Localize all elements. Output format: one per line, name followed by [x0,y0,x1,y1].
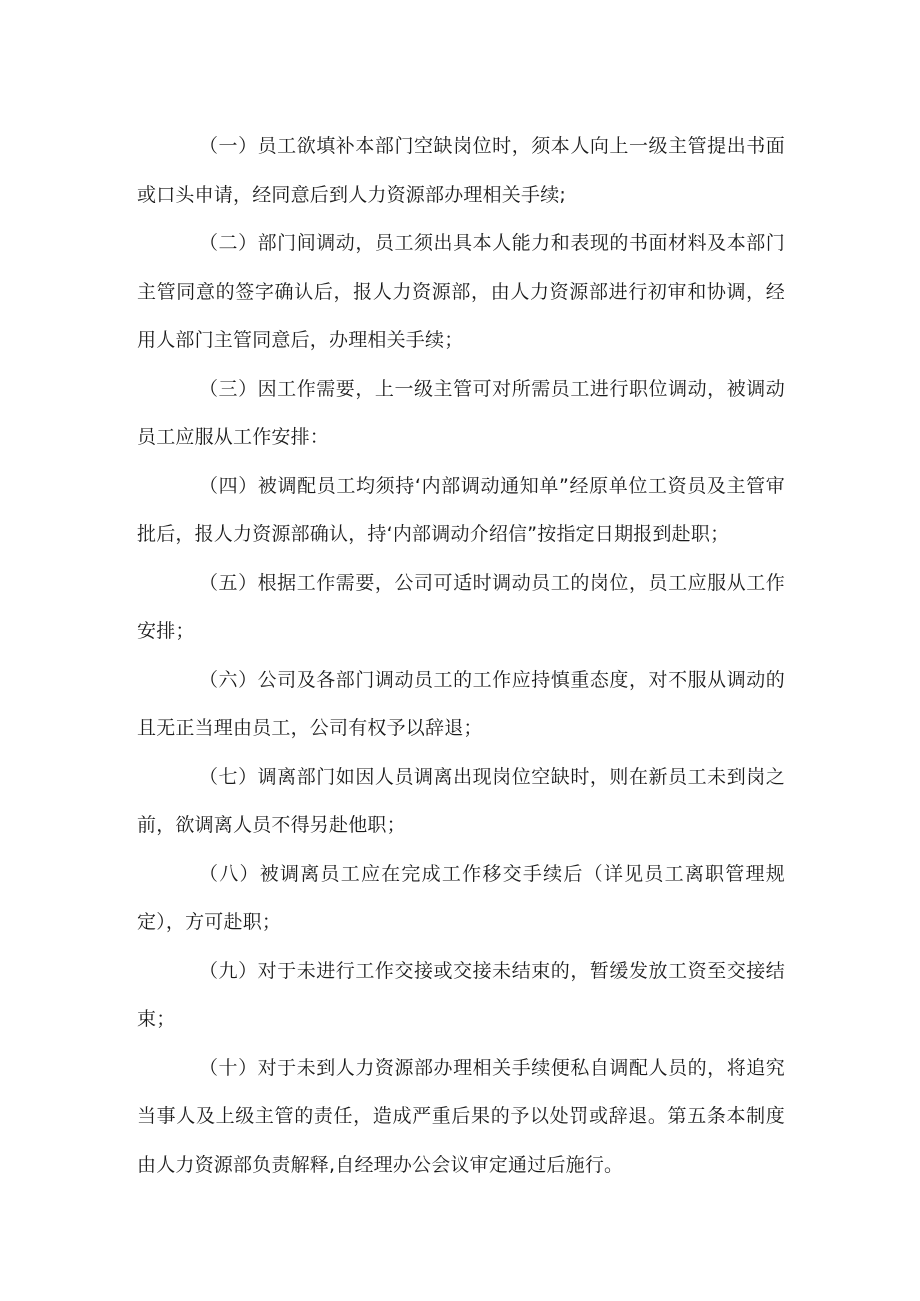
clause-9: （九）对于未进行工作交接或交接未结束的，暂缓发放工资至交接结束； [137,959,785,1030]
clause-2: （二）部门间调动，员工须出具本人能力和表现的书面材料及本部门主管同意的签字确认后，报人力资源部，由人力资源部进行初审和协调，经用人部门主管同意后，办理相关手续； [137,232,785,351]
clause-10: （十）对于未到人力资源部办理相关手续便私自调配人员的，将追究当事人及上级主管的责任，造成严重后果的予以处罚或辞退。第五条本制度由人力资源部负责解释,自经理办公会议审定通过后施行。 [137,1056,785,1176]
clause-3: （三）因工作需要，上一级主管可对所需员工进行职位调动，被调动员工应服从工作安排： [137,377,785,448]
clause-6: （六）公司及各部门调动员工的工作应持慎重态度，对不服从调动的且无正当理由员工，公司有权予以辞退； [137,668,785,739]
clause-5: （五）根据工作需要，公司可适时调动员工的岗位，员工应服从工作安排； [137,571,785,642]
clause-7: （七）调离部门如因人员调离出现岗位空缺时，则在新员工未到岗之前，欲调离人员不得另赴他职； [137,765,785,836]
clause-4: （四）被调配员工均须持‘内部调动通知单”经原单位工资员及主管审批后，报人力资源部确认，持‘内部调动介绍信”按指定日期报到赴职； [137,474,785,545]
document-body [137,122,785,1189]
clause-8: （八）被调离员工应在完成工作移交手续后（详见员工离职管理规定），方可赴职； [137,862,785,933]
clause-1: （一）员工欲填补本部门空缺岗位时，须本人向上一级主管提出书面或口头申请，经同意后到人力资源部办理相关手续; [137,135,785,206]
